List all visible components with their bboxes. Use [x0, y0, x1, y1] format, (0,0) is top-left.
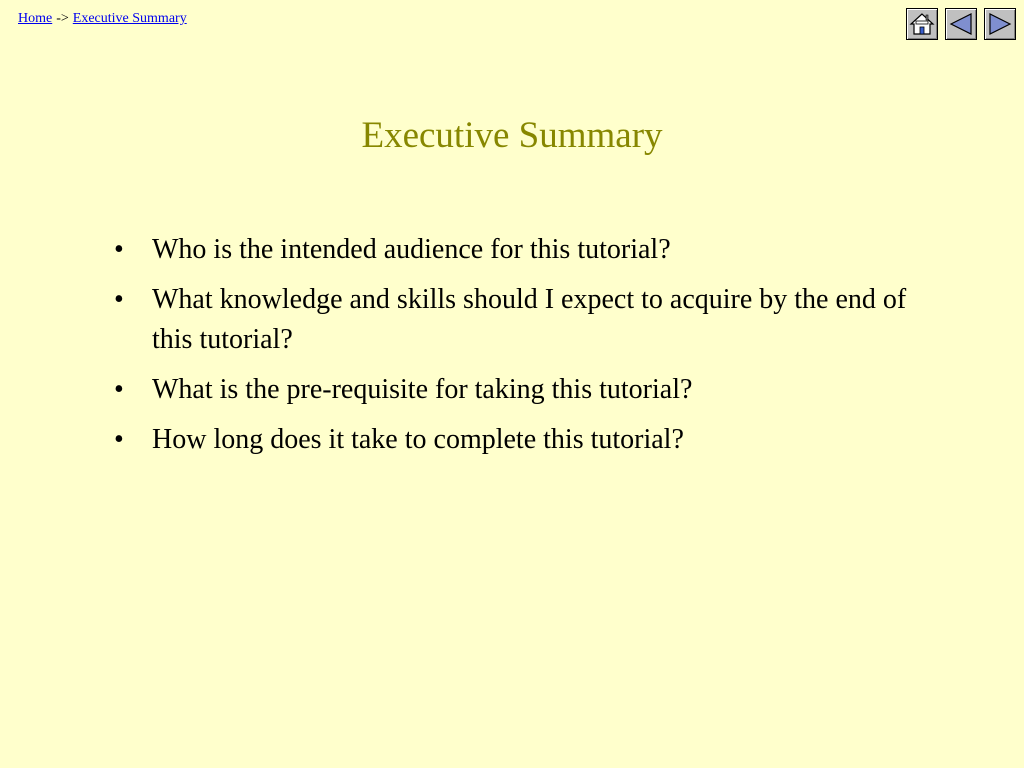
- bullet-item: [114, 230, 944, 270]
- slide-title: Executive Summary: [361, 115, 663, 156]
- breadcrumb-current-link[interactable]: Executive Summary: [72, 11, 187, 26]
- previous-arrow-icon: [948, 11, 974, 37]
- bullet-marker: •: [114, 424, 124, 455]
- bullet-marker: •: [114, 374, 124, 405]
- breadcrumb-home-link[interactable]: Home: [18, 11, 53, 26]
- breadcrumb-separator: ->: [56, 11, 69, 26]
- bullet-marker: •: [114, 234, 124, 265]
- bullet-text: What knowledge and skills should I expect to acquire by the end of this tutorial?: [152, 284, 907, 355]
- bullet-item: [114, 370, 944, 410]
- bullet-text: Who is the intended audience for this tutorial?: [152, 234, 671, 265]
- bullet-marker: •: [114, 284, 124, 315]
- breadcrumb: [18, 11, 187, 27]
- bullet-text: What is the pre-requisite for taking this tutorial?: [152, 374, 693, 405]
- bullet-item: [114, 420, 944, 460]
- next-button[interactable]: [984, 8, 1016, 40]
- previous-button[interactable]: [945, 8, 977, 40]
- home-icon: [909, 11, 935, 37]
- next-arrow-icon: [987, 11, 1013, 37]
- bullet-text: How long does it take to complete this tutorial?: [152, 424, 684, 455]
- home-button[interactable]: [906, 8, 938, 40]
- slide-navigation: [906, 8, 1016, 40]
- bullet-item: [114, 280, 944, 360]
- bullet-list: [114, 230, 944, 470]
